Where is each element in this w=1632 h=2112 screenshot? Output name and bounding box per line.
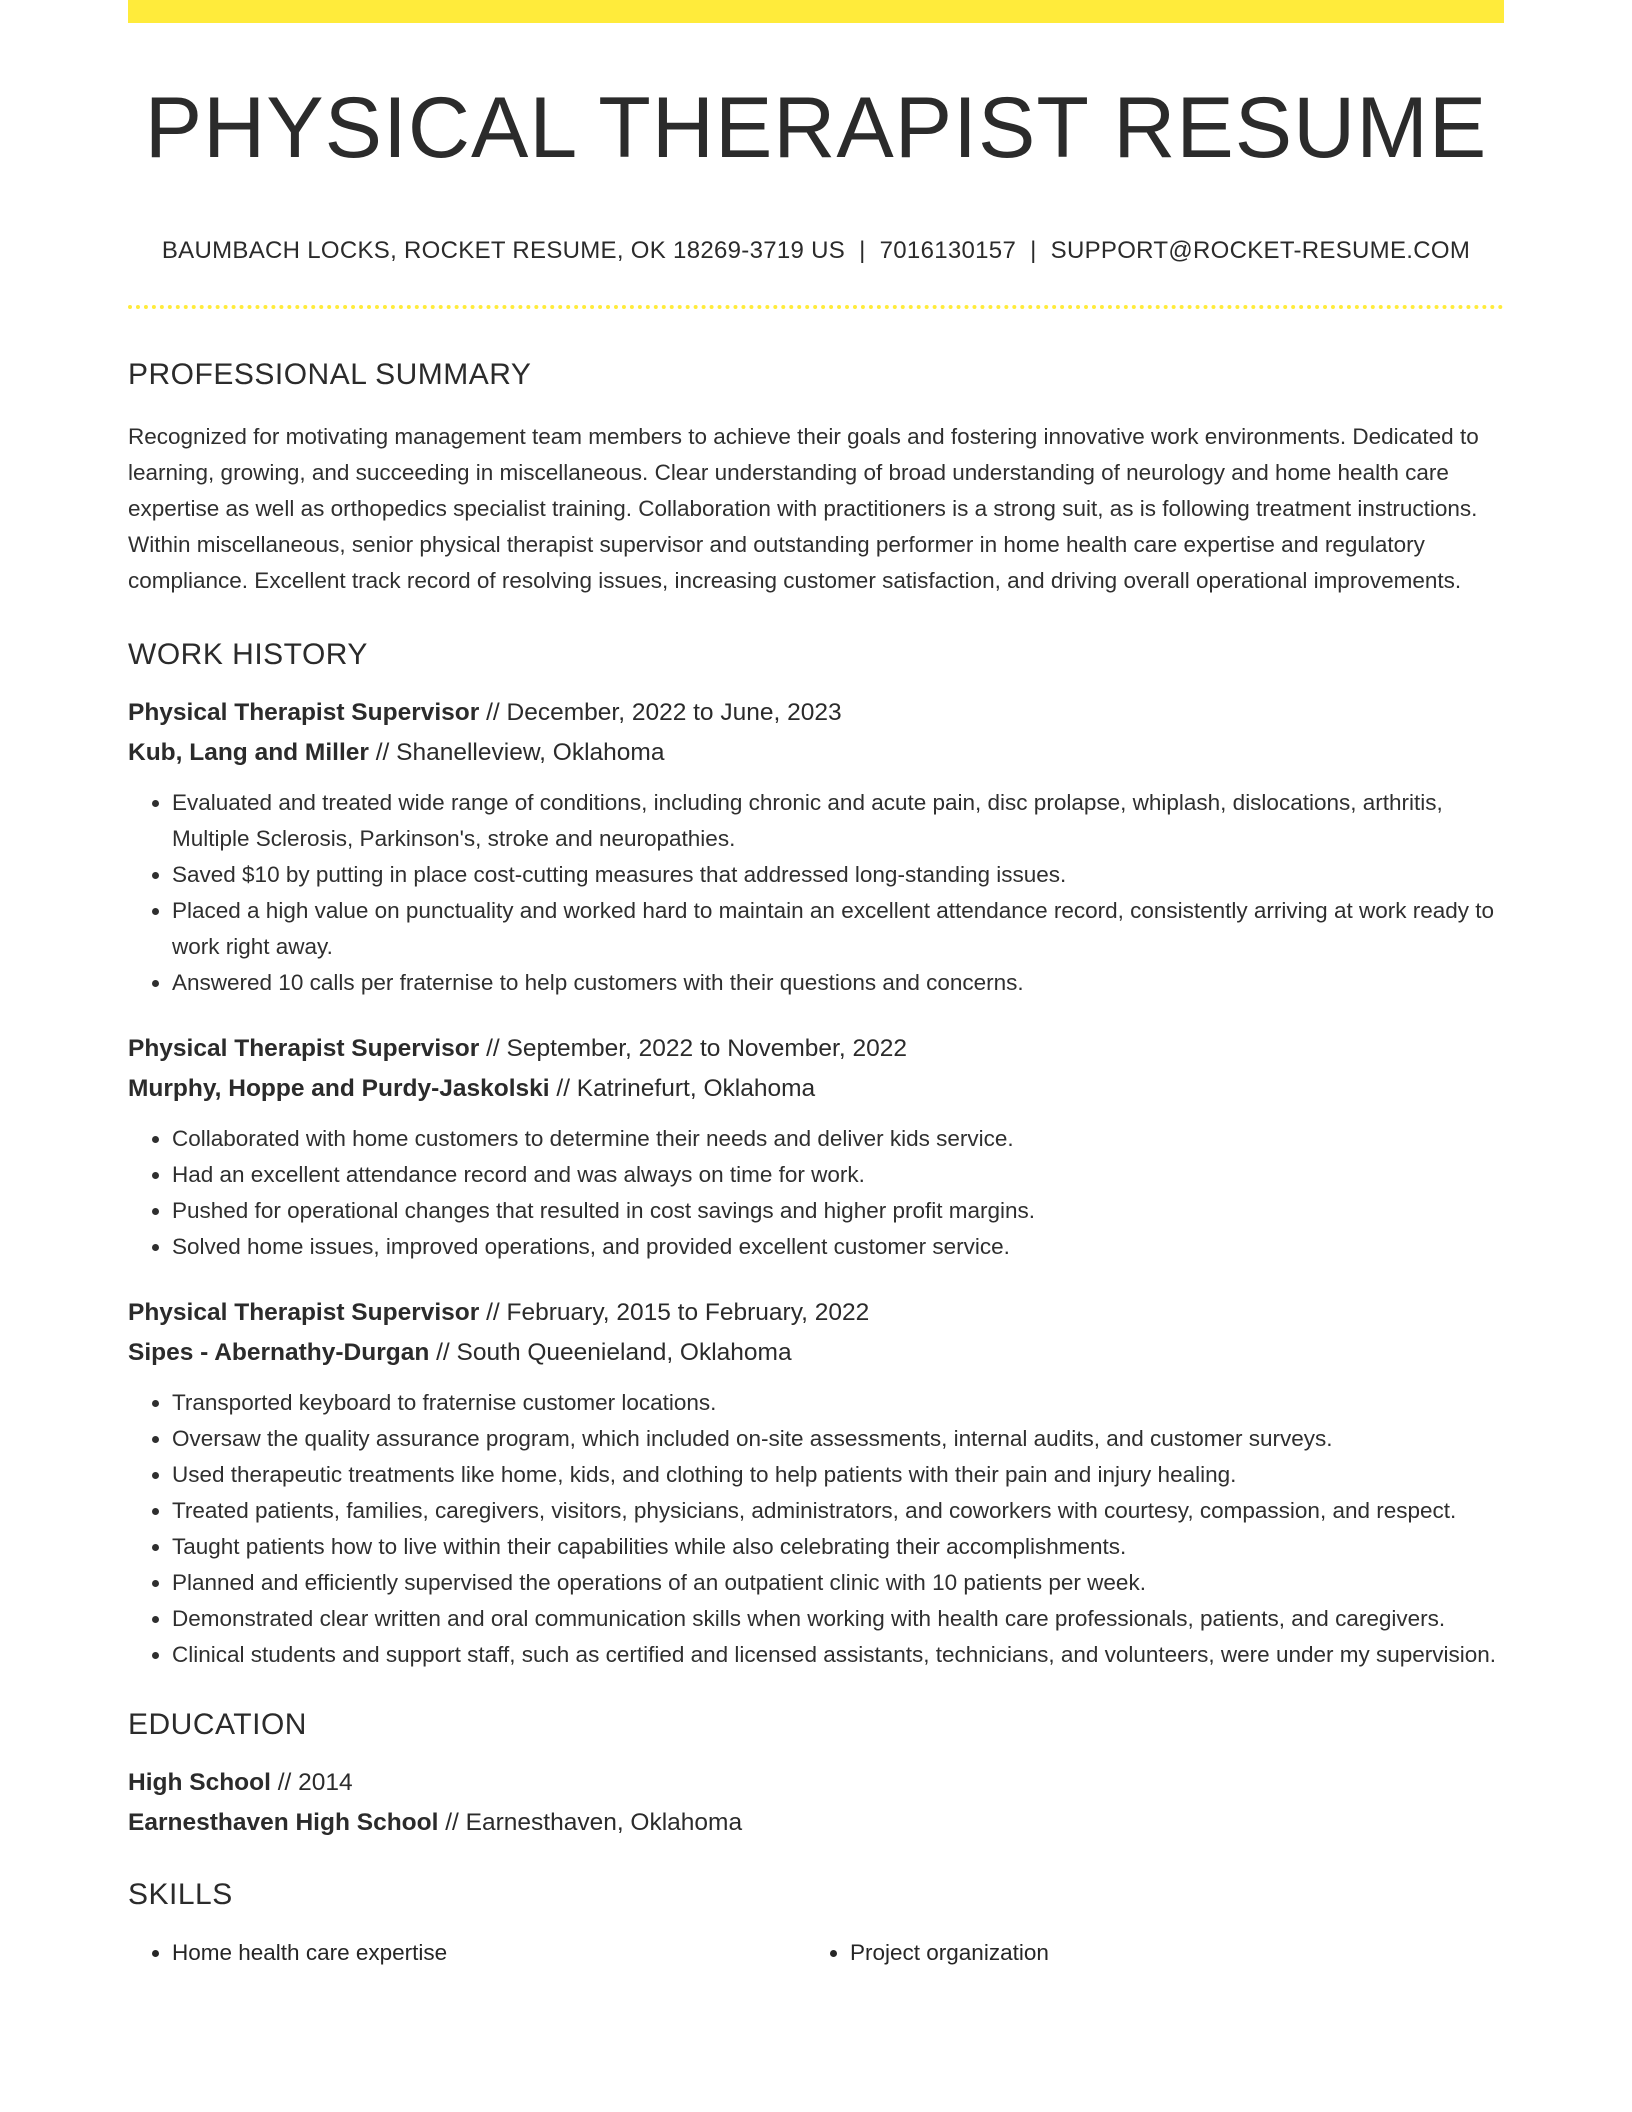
job-bullet: • Saved $10 by putting in place cost-cutting measures that addressed long-standing issues.	[172, 857, 1504, 893]
job-dates: // February, 2015 to February, 2022	[479, 1299, 870, 1326]
job-entry	[128, 1293, 1504, 1673]
job-bullet-list	[128, 785, 1504, 1001]
skills-right-column	[806, 1935, 1484, 1971]
job-title: Physical Therapist Supervisor	[128, 699, 480, 726]
job-location: // Katrinefurt, Oklahoma	[549, 1075, 816, 1102]
contact-email[interactable]: SUPPORT@ROCKET-RESUME.COM	[1050, 237, 1471, 264]
job-bullet-list	[128, 1121, 1504, 1265]
summary-heading: PROFESSIONAL SUMMARY	[128, 358, 532, 391]
education-degree: High School	[128, 1769, 271, 1796]
job-entry	[128, 1029, 1504, 1265]
education-entry	[128, 1763, 1504, 1843]
job-bullet: • Planned and efficiently supervised the operations of an outpatient clinic with 10 patients per week.	[172, 1565, 1504, 1601]
job-bullet: • Demonstrated clear written and oral communication skills when working with health care professionals, patients, and caregivers.	[172, 1601, 1504, 1637]
accent-top-bar	[128, 0, 1504, 23]
job-bullet: • Collaborated with home customers to determine their needs and deliver kids service.	[172, 1121, 1504, 1157]
education-school-line	[128, 1803, 1504, 1843]
job-company: Murphy, Hoppe and Purdy-Jaskolski	[128, 1075, 550, 1102]
education-school: Earnesthaven High School	[128, 1809, 439, 1836]
skills-heading: SKILLS	[128, 1878, 233, 1911]
contact-address: BAUMBACH LOCKS, ROCKET RESUME, OK 18269-3719 US	[161, 237, 846, 264]
job-location: // South Queenieland, Oklahoma	[429, 1339, 792, 1366]
job-entry	[128, 693, 1504, 1001]
job-dates: // December, 2022 to June, 2023	[479, 699, 842, 726]
job-bullet: • Answered 10 calls per fraternise to help customers with their questions and concerns.	[172, 965, 1504, 1001]
job-bullet-list	[128, 1385, 1504, 1673]
work-history-heading: WORK HISTORY	[128, 638, 368, 671]
job-bullet: • Taught patients how to live within their capabilities while also celebrating their accomplishments.	[172, 1529, 1504, 1565]
resume-title: PHYSICAL THERAPIST RESUME	[144, 80, 1488, 176]
skills-columns	[128, 1935, 1504, 1971]
job-company: Sipes - Abernathy-Durgan	[128, 1339, 430, 1366]
job-bullet: • Oversaw the quality assurance program, which included on-site assessments, internal audits, and customer surveys.	[172, 1421, 1504, 1457]
job-bullet: • Solved home issues, improved operations, and provided excellent customer service.	[172, 1229, 1504, 1265]
summary-text: Recognized for motivating management team members to achieve their goals and fostering innovative work environments. Dedicated to learning, growing, and succeeding in miscellaneous. Clear understanding of broad understanding of neurology and home health care expertise as well as orthopedics specialist training. Collaboration with practitioners is a strong suit, as is following treatment instructions. Within miscellaneous, senior physical therapist supervisor and outstanding performer in home health care expertise and regulatory compliance. Excellent track record of resolving issues, increasing customer satisfaction, and driving overall operational improvements.	[128, 424, 1479, 593]
education-heading: EDUCATION	[128, 1708, 307, 1741]
contact-separator: |	[1030, 237, 1037, 264]
resume-page	[128, 0, 1504, 1971]
job-bullet: • Placed a high value on punctuality and worked hard to maintain an excellent attendance record, consistently arriving at work ready to work right away.	[172, 893, 1504, 965]
contact-separator: |	[859, 237, 866, 264]
job-bullet: • Treated patients, families, caregivers, visitors, physicians, administrators, and coworkers with courtesy, compassion, and respect.	[172, 1493, 1504, 1529]
contact-line	[128, 237, 1504, 265]
job-title-line	[128, 1029, 1504, 1069]
job-company: Kub, Lang and Miller	[128, 739, 369, 766]
job-bullet: • Used therapeutic treatments like home, kids, and clothing to help patients with their pain and injury healing.	[172, 1457, 1504, 1493]
contact-phone[interactable]: 7016130157	[879, 237, 1017, 264]
job-bullet: • Evaluated and treated wide range of conditions, including chronic and acute pain, disc prolapse, whiplash, dislocations, arthritis, Multiple Sclerosis, Parkinson's, stroke and neuropathies.	[172, 785, 1504, 857]
education-location: // Earnesthaven, Oklahoma	[438, 1809, 743, 1836]
job-company-line	[128, 1333, 1504, 1373]
skills-left-column	[128, 1935, 806, 1971]
dotted-divider	[128, 305, 1504, 309]
job-company-line	[128, 1069, 1504, 1109]
job-title: Physical Therapist Supervisor	[128, 1299, 480, 1326]
education-year: // 2014	[270, 1769, 353, 1796]
job-location: // Shanelleview, Oklahoma	[368, 739, 665, 766]
education-degree-line	[128, 1763, 1504, 1803]
job-bullet: • Had an excellent attendance record and was always on time for work.	[172, 1157, 1504, 1193]
job-bullet: • Transported keyboard to fraternise customer locations.	[172, 1385, 1504, 1421]
job-bullet: • Clinical students and support staff, such as certified and licensed assistants, technicians, and volunteers, were under my supervision.	[172, 1637, 1504, 1673]
job-company-line	[128, 733, 1504, 773]
job-bullet: • Pushed for operational changes that resulted in cost savings and higher profit margins.	[172, 1193, 1504, 1229]
job-title-line	[128, 1293, 1504, 1333]
skill-item: • Home health care expertise	[172, 1935, 806, 1971]
skill-item: • Project organization	[850, 1935, 1484, 1971]
work-history-list	[128, 693, 1504, 1673]
job-dates: // September, 2022 to November, 2022	[479, 1035, 907, 1062]
job-title: Physical Therapist Supervisor	[128, 1035, 480, 1062]
job-title-line	[128, 693, 1504, 733]
